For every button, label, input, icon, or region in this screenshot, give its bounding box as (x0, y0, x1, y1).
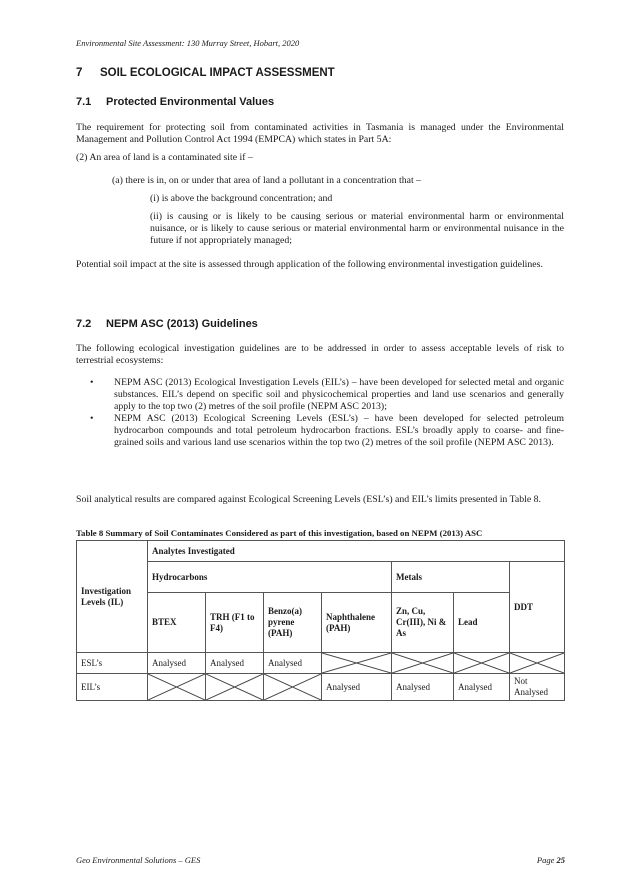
table-row (77, 674, 565, 701)
paragraph-results: Soil analytical results are compared against Ecological Screening Levels (ESL’s) and EIL’s limits presented in Table 8. (76, 494, 541, 505)
footer-company: Geo Environmental Solutions – GES (76, 855, 201, 865)
clause-a: (a) there is in, on or under that area of land a pollutant in a concentration that – (112, 175, 422, 186)
cross-icon (510, 653, 564, 673)
header-investigation-levels: Investigation Levels (IL) (77, 541, 148, 653)
running-header: Environmental Site Assessment: 130 Murray Street, Hobart, 2020 (76, 38, 300, 48)
col-btex: BTEX (148, 593, 206, 653)
table-row (77, 653, 565, 674)
cross-icon (454, 653, 509, 673)
row-label: ESL’s (77, 653, 148, 674)
section-7-1-heading (76, 96, 274, 108)
cross-icon (206, 674, 263, 700)
cell-benzo: Analysed (264, 653, 322, 674)
bullet-text: NEPM ASC (2013) Ecological Investigation Levels (EIL’s) – have been developed for selected metal and organic substances. EIL’s depend on specific soil and physicochemical properties and land use scenarios and generally apply to the top two (2) metres of the soil profile (NEPM ASC 2013); (114, 377, 564, 412)
cell-metals: Analysed (392, 674, 454, 701)
not-applicable-cell (322, 653, 392, 674)
cross-icon (264, 674, 321, 700)
clause-2: (2) An area of land is a contaminated site if – (76, 152, 253, 163)
not-applicable-cell (454, 653, 510, 674)
cell-naphthalene: Analysed (322, 674, 392, 701)
clause-i: (i) is above the background concentration; and (150, 193, 333, 204)
footer-page (537, 855, 565, 865)
header-analytes: Analytes Investigated (148, 541, 565, 562)
list-item (76, 413, 564, 449)
bullet-text: NEPM ASC (2013) Ecological Screening Levels (ESL’s) – have been developed for selected petroleum hydrocarbon compounds and total petroleum hydrocarbon fractions. ESL’s broadly apply to coarse- and fine-grained soils and various land use scenarios within the top two (2) metres of the soil profile (NEPM ASC 2013). (114, 413, 564, 448)
section-title: Protected Environmental Values (106, 96, 275, 108)
table-caption: Table 8 Summary of Soil Contaminates Considered as part of this investigation, based on NEPM (2013) ASC (76, 528, 483, 538)
cell-btex: Analysed (148, 653, 206, 674)
bullet-icon: • (90, 413, 94, 424)
cell-trh: Analysed (206, 653, 264, 674)
col-lead: Lead (454, 593, 510, 653)
col-benzo-a-pyrene: Benzo(a) pyrene (PAH) (264, 593, 322, 653)
paragraph-empca-intro: The requirement for protecting soil from contaminated activities in Tasmania is managed under the Environmental Management and Pollution Control Act 1994 (EMPCA) which states in Part 5A: (76, 122, 564, 145)
contaminants-table (76, 540, 565, 701)
col-metals: Zn, Cu, Cr(III), Ni & As (392, 593, 454, 653)
not-applicable-cell (264, 674, 322, 701)
cell-lead: Analysed (454, 674, 510, 701)
paragraph-assessment: Potential soil impact at the site is assessed through application of the following environmental investigation guidelines. (76, 259, 543, 270)
page-number: 25 (556, 855, 565, 865)
clause-ii: (ii) is causing or is likely to be causing serious or material environmental harm or environmental nuisance, or is likely to cause serious or material environmental harm or environmental nuisance in the future if not appropriately managed; (150, 211, 564, 246)
section-title: NEPM ASC (2013) Guidelines (106, 318, 258, 330)
section-7-heading (76, 67, 335, 79)
col-trh: TRH (F1 to F4) (206, 593, 264, 653)
page-label: Page (536, 855, 555, 865)
not-applicable-cell (148, 674, 206, 701)
guideline-list (76, 377, 564, 449)
cross-icon (322, 653, 391, 673)
cross-icon (392, 653, 453, 673)
section-title: SOIL ECOLOGICAL IMPACT ASSESSMENT (100, 67, 335, 79)
header-metals: Metals (392, 562, 510, 593)
cell-ddt: Not Analysed (510, 674, 565, 701)
not-applicable-cell (206, 674, 264, 701)
section-number: 7.2 (76, 318, 92, 330)
bullet-icon: • (90, 377, 94, 388)
section-7-2-heading (76, 318, 258, 330)
section-number: 7 (76, 67, 83, 79)
list-item (76, 377, 564, 413)
header-hydrocarbons: Hydrocarbons (148, 562, 392, 593)
header-ddt: DDT (510, 562, 565, 653)
col-naphthalene: Naphthalene (PAH) (322, 593, 392, 653)
not-applicable-cell (392, 653, 454, 674)
row-label: EIL’s (77, 674, 148, 701)
paragraph-guidelines-intro: The following ecological investigation guidelines are to be addressed in order to assess acceptable levels of risk to terrestrial ecosystems: (76, 343, 564, 366)
not-applicable-cell (510, 653, 565, 674)
section-number: 7.1 (76, 96, 92, 108)
cross-icon (148, 674, 205, 700)
